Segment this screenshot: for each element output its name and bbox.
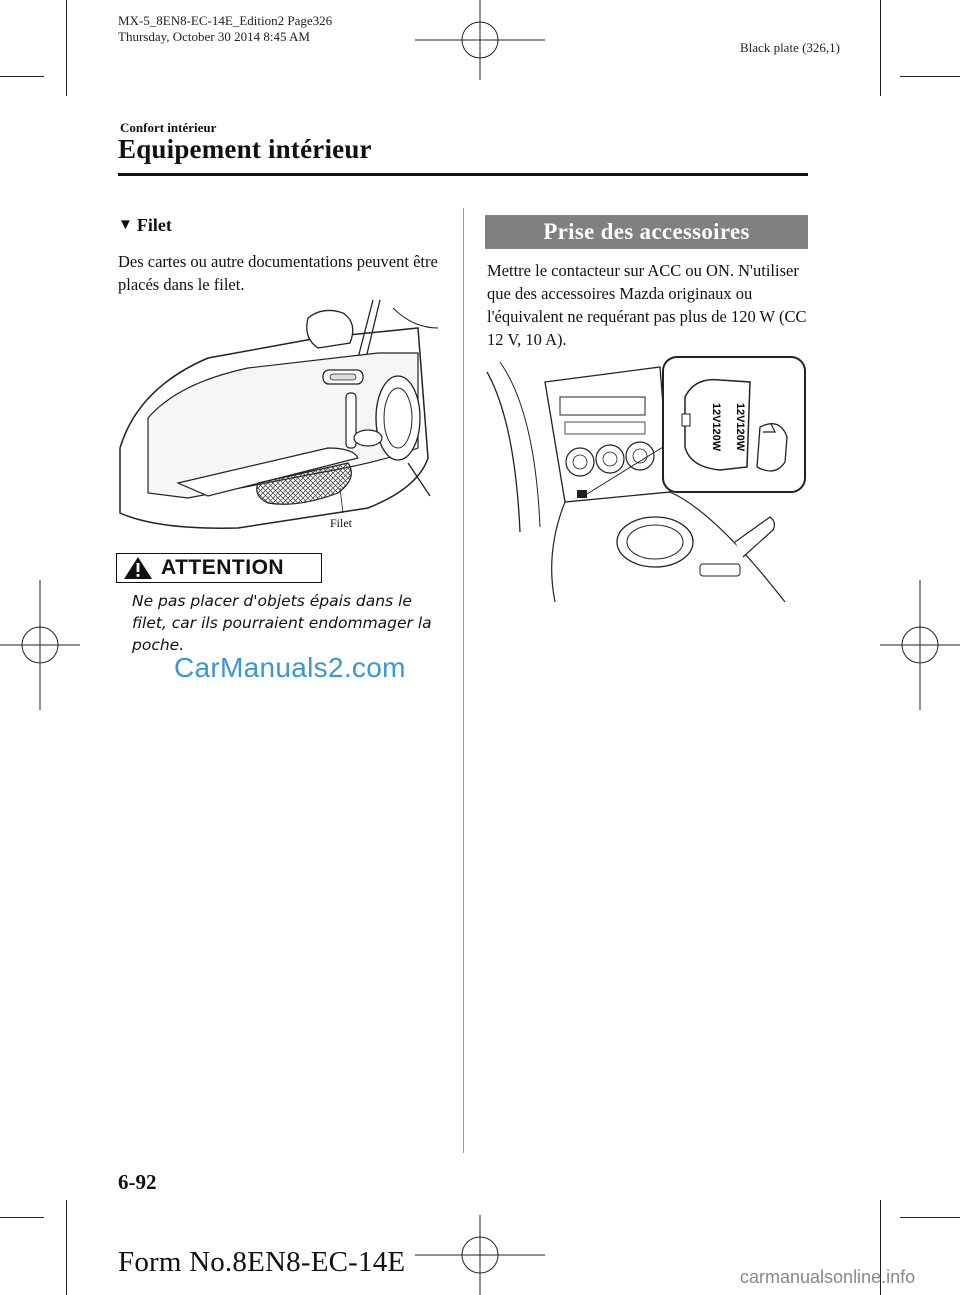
crop-mark — [0, 76, 44, 77]
form-number: Form No.8EN8-EC-14E — [118, 1246, 406, 1278]
registration-mark-left — [0, 580, 80, 710]
registration-mark-right — [880, 580, 960, 710]
accessory-body: Mettre le contacteur sur ACC ou ON. N'utiliser que des accessoires Mazda originaux ou l'équivalent ne requérant pas plus de 120 W (CC 12 V, 10 A). — [487, 261, 807, 349]
watermark-carmanuals2[interactable]: CarManuals2.com — [174, 652, 406, 683]
crop-mark — [900, 76, 960, 77]
crop-mark — [0, 1217, 44, 1218]
header-date-line: Thursday, October 30 2014 8:45 AM — [118, 29, 310, 44]
filet-figure-label: Filet — [330, 516, 353, 530]
crop-mark — [880, 0, 881, 96]
attention-box — [116, 553, 322, 583]
crop-mark — [900, 1217, 960, 1218]
attention-body: Ne pas placer d'objets épais dans le filet, car ils pourraient endommager la poche. — [132, 592, 432, 654]
watermark-carmanualsonline[interactable]: carmanualsonline.info — [740, 1267, 916, 1287]
filet-body: Des cartes ou autre documentations peuvent être placés dans le filet. — [118, 252, 438, 294]
accessory-socket-illustration — [485, 352, 810, 602]
column-divider — [463, 208, 464, 1153]
title-rule — [118, 173, 808, 176]
header-meta — [118, 13, 332, 45]
crop-mark — [66, 1200, 67, 1295]
registration-mark-bottom — [415, 1215, 545, 1295]
header-plate: Black plate (326,1) — [740, 40, 840, 55]
filet-heading-text: Filet — [136, 215, 172, 235]
section-small-title: Confort intérieur — [120, 120, 217, 135]
registration-mark-top — [415, 0, 545, 80]
down-triangle-icon: ▼ — [118, 217, 133, 233]
header-file-line: MX-5_8EN8-EC-14E_Edition2 Page326 — [118, 13, 333, 28]
filet-heading — [118, 215, 172, 236]
crop-mark — [66, 0, 67, 96]
page-title: Equipement intérieur — [118, 134, 372, 164]
socket-label-2: 12V120W — [734, 402, 746, 452]
socket-label: 12V120W — [710, 402, 722, 452]
page-number: 6-92 — [118, 1170, 157, 1194]
door-net-illustration — [118, 298, 443, 533]
attention-label: ATTENTION — [161, 556, 285, 579]
accessory-banner: Prise des accessoires — [485, 215, 808, 249]
warning-triangle-icon — [123, 556, 153, 580]
